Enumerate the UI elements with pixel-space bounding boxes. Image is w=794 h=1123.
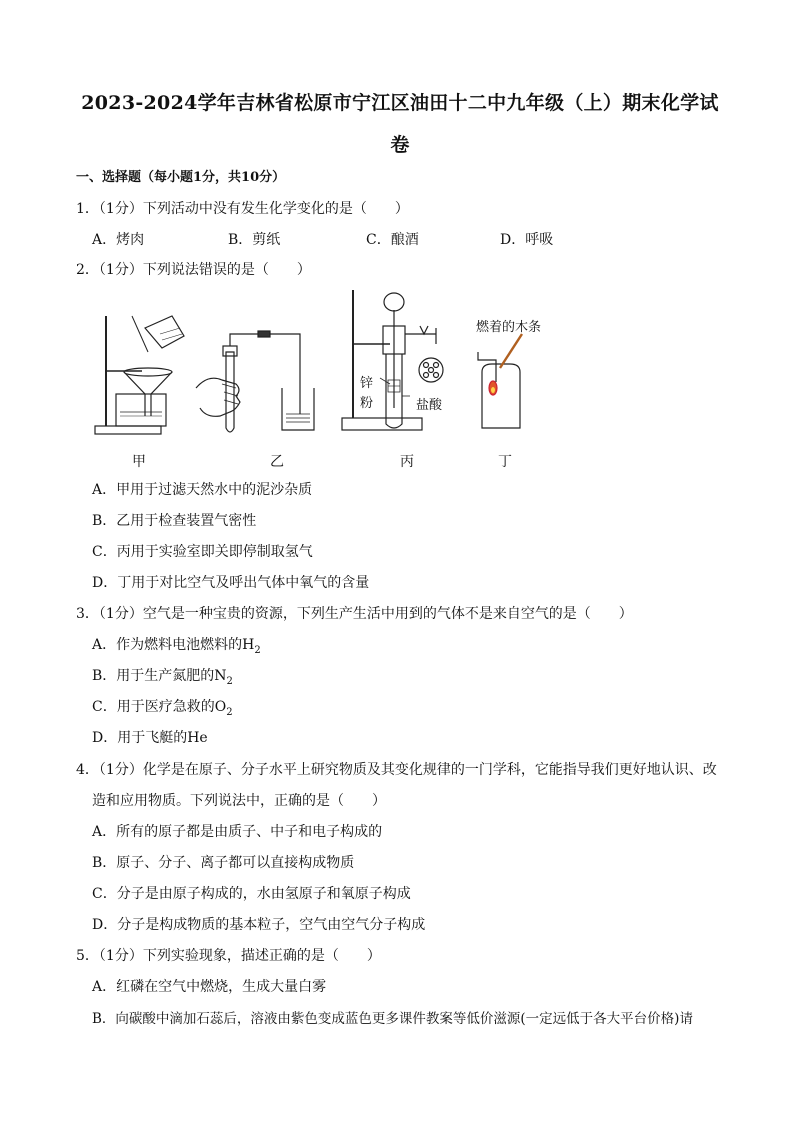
apparatus-ding bbox=[478, 334, 522, 428]
exam-title-line1: 2023-2024学年吉林省松原市宁江区油田十二中九年级（上）期末化学试 bbox=[81, 92, 719, 114]
q3-stem: 3．（1分）空气是一种宝贵的资源，下列生产生活中用到的气体不是来自空气的是（ ） bbox=[76, 606, 633, 622]
label-zinc-2: 粉 bbox=[360, 396, 374, 411]
q4-option-b: B．原子、分子、离子都可以直接构成物质 bbox=[92, 855, 355, 871]
figure-label-bing: 丙 bbox=[400, 454, 414, 470]
q3-option-a: A．作为燃料电池燃料的$H_2$ bbox=[92, 637, 261, 656]
label-zinc-1: 锌 bbox=[360, 376, 374, 391]
figure-label-jia: 甲 bbox=[132, 454, 146, 470]
q4-option-a: A．所有的原子都是由质子、中子和电子构成的 bbox=[92, 824, 383, 840]
q5-option-a: A．红磷在空气中燃烧，生成大量白雾 bbox=[92, 979, 327, 995]
q5-option-b: B．向碳酸中滴加石蕊后，溶液由紫色变成蓝色更多课件教案等低价滋源(一定远低于各大平台价格)请 bbox=[92, 1011, 693, 1027]
apparatus-yi bbox=[196, 331, 314, 432]
q1-option-c: C．酿酒 bbox=[366, 232, 419, 248]
q1-option-d: D．呼吸 bbox=[500, 232, 554, 248]
q2-option-c: C．丙用于实验室即关即停制取氢气 bbox=[92, 544, 313, 560]
label-hydrochloric-acid: 盐酸 bbox=[416, 398, 443, 413]
q1-option-b: B．剪纸 bbox=[228, 232, 281, 248]
q2-option-a: A．甲用于过滤天然水中的泥沙杂质 bbox=[92, 482, 313, 498]
q1-option-a: A．烤肉 bbox=[92, 232, 145, 248]
exam-title-line2: 卷 bbox=[390, 134, 410, 156]
q5-stem: 5．（1分）下列实验现象，描述正确的是（ ） bbox=[76, 948, 381, 964]
label-burning-stick: 燃着的木条 bbox=[476, 320, 542, 335]
q2-option-d: D．丁用于对比空气及呼出气体中氧气的含量 bbox=[92, 575, 370, 591]
q2-option-b: B．乙用于检查装置气密性 bbox=[92, 513, 257, 529]
q2-apparatus-figure bbox=[90, 288, 630, 474]
q4-stem-line2: 造和应用物质。下列说法中，正确的是（ ） bbox=[92, 793, 386, 809]
q1-stem: 1．（1分）下列活动中没有发生化学变化的是（ ） bbox=[76, 201, 409, 217]
q4-option-c: C．分子是由原子构成的，水由氢原子和氧原子构成 bbox=[92, 886, 411, 902]
figure-label-ding: 丁 bbox=[498, 454, 512, 470]
q3-option-c: C．用于医疗急救的$O_2$ bbox=[92, 699, 233, 718]
apparatus-jia bbox=[95, 316, 184, 434]
q2-stem: 2．（1分）下列说法错误的是（ ） bbox=[76, 262, 311, 278]
q3-option-d: D．用于飞艇的He bbox=[92, 730, 208, 746]
q4-stem-line1: 4．（1分）化学是在原子、分子水平上研究物质及其变化规律的一门学科，它能指导我们更好地认识、改 bbox=[76, 762, 717, 778]
q3-option-b: B．用于生产氮肥的$N_2$ bbox=[92, 668, 233, 687]
figure-label-yi: 乙 bbox=[270, 454, 284, 470]
q4-option-d: D．分子是构成物质的基本粒子，空气由空气分子构成 bbox=[92, 917, 426, 933]
section-heading: 一、选择题（每小题1分，共10分） bbox=[76, 170, 286, 185]
